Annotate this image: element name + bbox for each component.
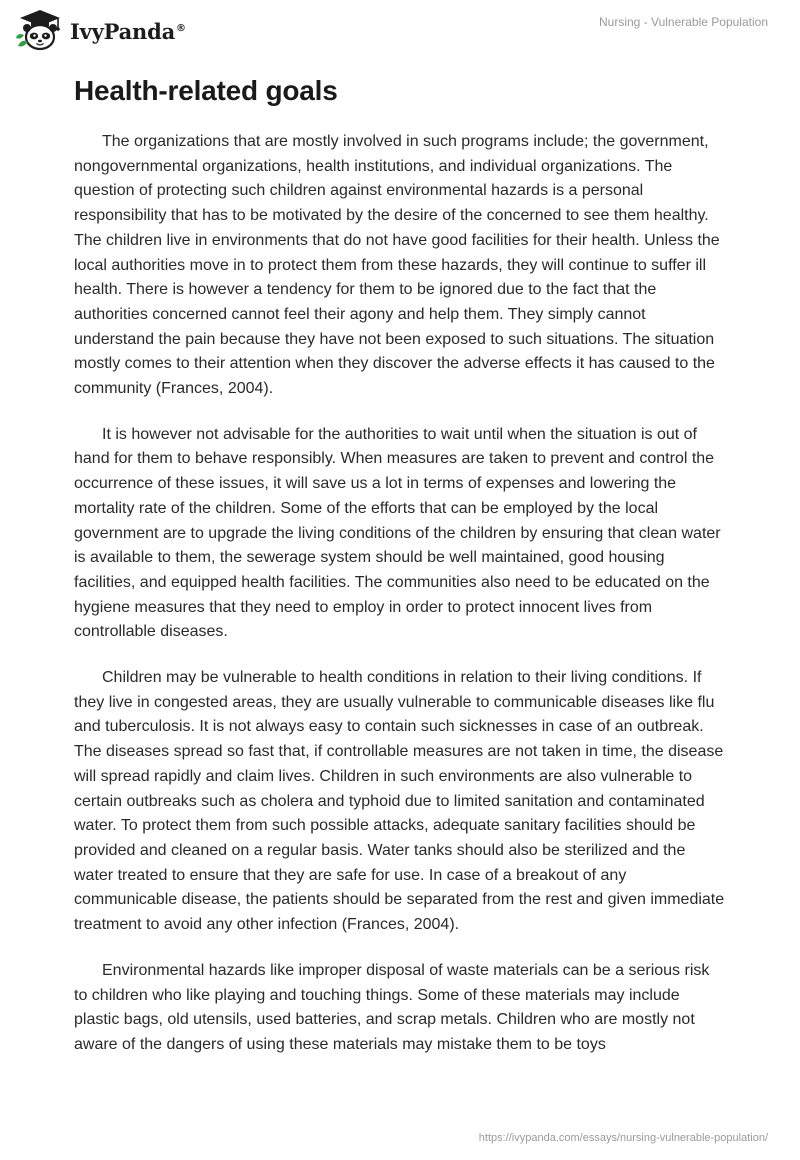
panda-graduate-icon [14, 8, 66, 52]
article-paragraph: Children may be vulnerable to health conditions in relation to their living conditions. If they live in congested areas, they are usually vulnerable to communicable diseases like flu and tuberculosis. It is not always easy to contain such sicknesses in case of an outbreak. The diseases spread so fast that, if controllable measures are not taken in time, the disease will spread rapidly and claim lives. Children in such environments are also vulnerable to certain outbreaks such as cholera and typhoid due to limited sanitation and contaminated water. To protect them from such possible attacks, adequate sanitary facilities should be provided and cleaned on a regular basis. Water tanks should also be sterilized and the water treated to ensure that they are safe for use. In case of a breakout of any communicable disease, the patients should be separated from the rest and given immediate treatment to avoid any other infection (Frances, 2004). [74, 669, 725, 934]
source-url[interactable]: https://ivypanda.com/essays/nursing-vulnerable-population/ [478, 1132, 768, 1144]
brand-name [70, 19, 186, 44]
registered-mark: ® [176, 22, 186, 34]
brand-name-text: IvyPanda [70, 18, 176, 44]
article-body [74, 130, 726, 1079]
article-paragraph: Environmental hazards like improper disposal of waste materials can be a serious risk to children who like playing and touching things. Some of these materials may include plastic bags, old utensils, used batteries, and scrap metals. Children who are mostly not aware of the dangers of using these materials may mistake them to be toys [74, 961, 710, 1053]
document-title: Nursing - Vulnerable Population [599, 15, 768, 29]
article-paragraph: The organizations that are mostly involved in such programs include; the government, nongovernmental organizations, health institutions, and individual organizations. The question of protecting such children against environmental hazards is a personal responsibility that has to be motivated by the desire of the concerned to see them healthy. The children live in environments that do not have good facilities for their health. Unless the local authorities move in to protect them from these hazards, they will continue to suffer ill health. There is however a tendency for them to be ignored due to the fact that the authorities concerned cannot feel their agony and help them. They simply cannot understand the pain because they have not been exposed to such situations. The situation mostly comes to their attention when they discover the adverse effects it has caused to the community (Frances, 2004). [74, 133, 720, 398]
page-header [0, 0, 800, 60]
page-title: Health-related goals [74, 75, 338, 106]
brand-logo[interactable] [14, 6, 186, 54]
article-paragraph: It is however not advisable for the authorities to wait until when the situation is out of hand for them to behave responsibly. When measures are taken to prevent and control the occurrence of these issues, it will save us a lot in terms of expenses and lowering the mortality rate of the children. Some of the efforts that can be employed by the local government are to upgrade the living conditions of the children by ensuring that clean water is available to them, the sewerage system should be well maintained, good housing facilities, and equipped health facilities. The communities also need to be educated on the hygiene measures that they need to employ in order to protect innocent lives from controllable diseases. [74, 425, 721, 641]
